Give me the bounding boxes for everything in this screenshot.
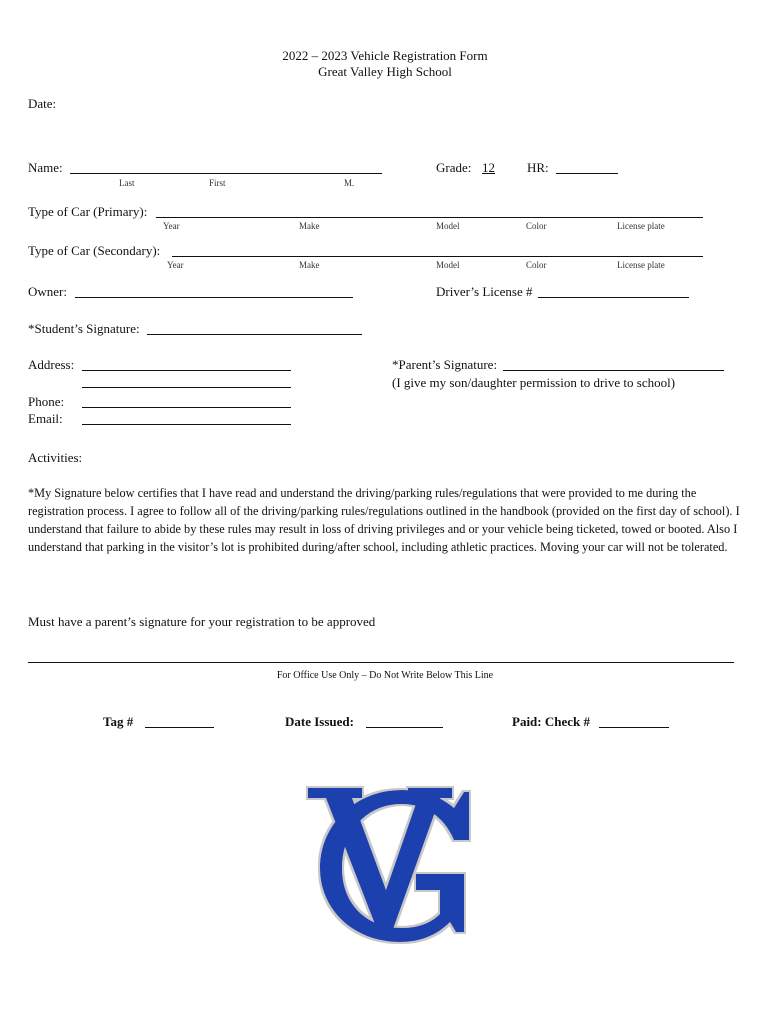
hr-field[interactable]	[556, 173, 618, 174]
car-secondary-sub-model: Model	[436, 260, 460, 270]
car-secondary-sub-color: Color	[526, 260, 547, 270]
gv-logo-graphic	[304, 782, 474, 946]
name-field[interactable]	[70, 173, 382, 174]
gv-logo	[304, 782, 474, 946]
car-primary-label: Type of Car (Primary):	[28, 204, 148, 219]
car-primary-sub-make: Make	[299, 221, 320, 231]
office-use-note: For Office Use Only – Do Not Write Below This Line	[276, 670, 494, 681]
school-name: Great Valley High School	[318, 64, 452, 79]
grade-value: 12	[482, 160, 495, 175]
paid-check-label: Paid: Check #	[512, 714, 590, 729]
email-field[interactable]	[82, 424, 291, 425]
office-divider-line	[28, 662, 734, 663]
phone-field[interactable]	[82, 407, 291, 408]
car-secondary-sub-make: Make	[299, 260, 320, 270]
car-secondary-field[interactable]	[172, 256, 703, 257]
phone-label: Phone:	[28, 394, 65, 409]
name-sub-last: Last	[119, 178, 135, 188]
car-primary-sub-color: Color	[526, 221, 547, 231]
address-field-1[interactable]	[82, 370, 291, 371]
owner-field[interactable]	[75, 297, 353, 298]
car-primary-field[interactable]	[156, 217, 703, 218]
name-label: Name:	[28, 160, 63, 175]
student-signature-field[interactable]	[147, 334, 362, 335]
car-primary-sub-plate: License plate	[617, 221, 665, 231]
car-primary-sub-model: Model	[436, 221, 460, 231]
car-secondary-sub-year: Year	[167, 260, 184, 270]
date-label: Date:	[28, 96, 57, 111]
paid-check-field[interactable]	[599, 727, 669, 728]
date-issued-label: Date Issued:	[285, 714, 354, 729]
hr-label: HR:	[527, 160, 549, 175]
parent-signature-note: Must have a parent’s signature for your registration to be approved	[28, 614, 376, 629]
car-secondary-sub-plate: License plate	[617, 260, 665, 270]
license-field[interactable]	[538, 297, 689, 298]
parent-permission-note: (I give my son/daughter permission to drive to school)	[392, 375, 676, 390]
parent-signature-field[interactable]	[503, 370, 724, 371]
email-label: Email:	[28, 411, 63, 426]
date-issued-field[interactable]	[366, 727, 443, 728]
activities-label: Activities:	[28, 450, 83, 465]
car-primary-sub-year: Year	[163, 221, 180, 231]
car-secondary-label: Type of Car (Secondary):	[28, 243, 161, 258]
agreement-text: *My Signature below certifies that I have read and understand the driving/parking rules/regulations that were provided to me during the registration process. I agree to follow all of the driving/parking rules/regulations outlined in the handbook (provided on the first day of school). I understand that failure to abide by these rules may result in loss of driving privileges and or your vehicle being ticketed, towed or booted. Also I understand that parking in the visitor’s lot is prohibited during/after school, including athletic practices. Moving your car will not be tolerated.	[28, 486, 740, 554]
student-signature-label: *Student’s Signature:	[28, 321, 140, 336]
tag-label: Tag #	[103, 714, 134, 729]
address-label: Address:	[28, 357, 75, 372]
address-field-2[interactable]	[82, 387, 291, 388]
grade-label: Grade:	[436, 160, 472, 175]
parent-signature-label: *Parent’s Signature:	[392, 357, 498, 372]
name-sub-middle: M.	[344, 178, 355, 188]
tag-field[interactable]	[145, 727, 214, 728]
license-label: Driver’s License #	[436, 284, 533, 299]
form-title: 2022 – 2023 Vehicle Registration Form	[282, 48, 488, 63]
owner-label: Owner:	[28, 284, 67, 299]
name-sub-first: First	[209, 178, 226, 188]
